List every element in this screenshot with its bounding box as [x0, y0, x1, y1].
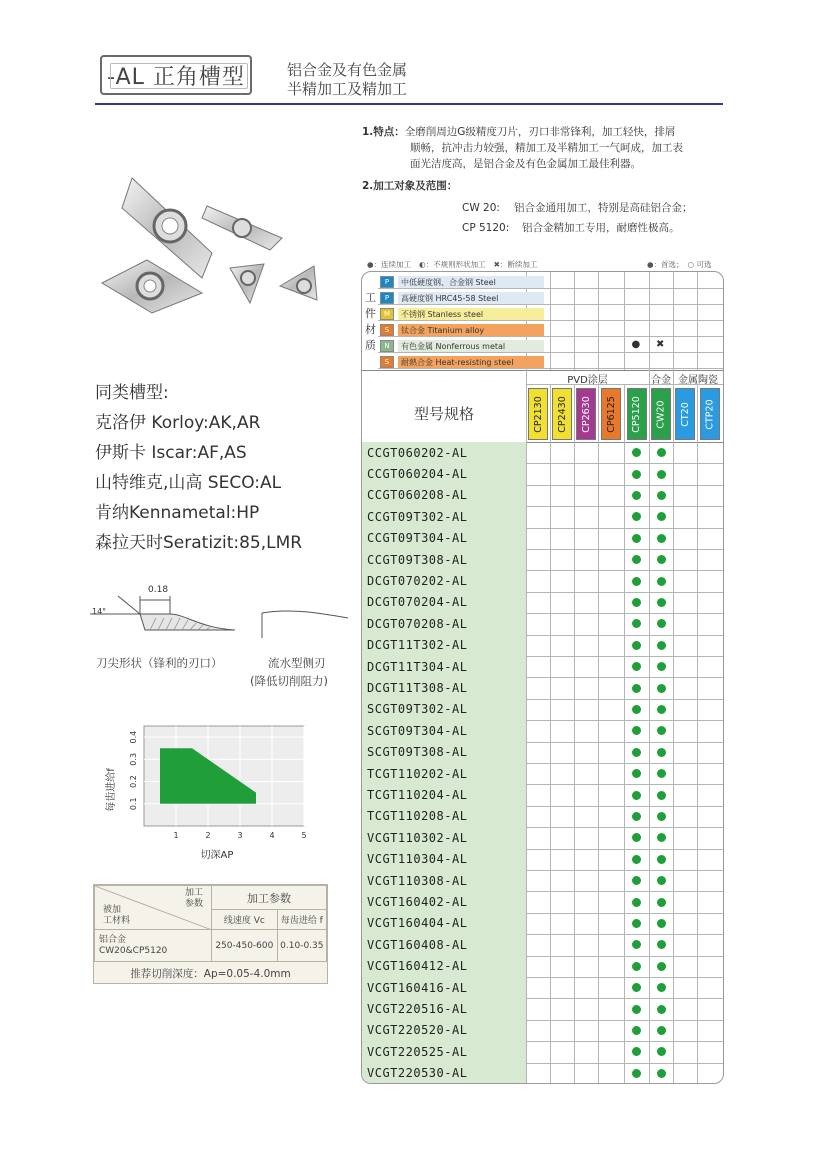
group-alloy: 合金	[651, 375, 671, 386]
x-tick: 4	[269, 831, 275, 840]
y-tick: 0.3	[129, 752, 138, 766]
grade-col-label: CP5120	[631, 395, 643, 433]
grid-vline	[550, 272, 551, 370]
availability-dot	[632, 705, 641, 714]
availability-dot	[657, 855, 666, 864]
insert-triangle-2	[280, 266, 317, 300]
flow-side-edge-profile	[262, 611, 348, 638]
grade-col-label: CT20	[679, 401, 691, 427]
availability-dot	[657, 512, 666, 521]
material-code-badge: P	[380, 292, 394, 304]
model-row-label: CCGT09T304-AL	[362, 528, 526, 549]
model-row-label: CCGT09T308-AL	[362, 549, 526, 570]
y-axis-label: 每齿进给f	[106, 768, 117, 812]
grid-vline	[649, 370, 650, 1084]
grid-vline	[574, 384, 575, 1084]
grade-col-label: CP2130	[532, 395, 544, 433]
availability-dot	[632, 1069, 641, 1078]
material-row	[378, 339, 544, 353]
similar-item-iscar: 伊斯卡 Iscar:AF,AS	[95, 443, 247, 463]
model-row-label: CCGT060202-AL	[362, 442, 526, 463]
availability-dot	[632, 769, 641, 778]
feature-1-label: 1.特点：	[362, 126, 405, 138]
feature-1-text-b: 顺畅，抗冲击力较强，精加工及半精加工一气呵成，加工表	[410, 142, 683, 154]
availability-dot	[657, 534, 666, 543]
availability-dot	[657, 876, 666, 885]
grid-vline	[649, 272, 650, 370]
availability-dot	[657, 662, 666, 671]
model-header: 型号规格	[413, 404, 474, 423]
x-tick: 2	[205, 831, 211, 840]
availability-dot	[657, 1005, 666, 1014]
grid-vline	[598, 272, 599, 370]
edge-caption-left: 刀尖形状（锋利的刃口）	[96, 656, 223, 670]
availability-dot	[657, 898, 666, 907]
availability-dot	[632, 598, 641, 607]
params-corner-bottom: 被加 工材料	[103, 905, 131, 926]
material-code-badge: N	[380, 340, 394, 352]
material-side-char: 材	[365, 323, 376, 336]
legend-continuous: ●：连续加工	[367, 260, 412, 269]
params-col-vc: 线速度 Vc	[212, 910, 278, 930]
x-tick: 3	[237, 831, 243, 840]
model-row-label: VCGT160416-AL	[362, 977, 526, 998]
model-row-label: VCGT220530-AL	[362, 1063, 526, 1084]
availability-dot	[632, 919, 641, 928]
similar-heading: 同类槽型:	[95, 383, 169, 403]
model-row-label: VCGT220525-AL	[362, 1041, 526, 1062]
availability-dot	[632, 512, 641, 521]
availability-dot	[632, 1026, 641, 1035]
availability-dot	[632, 855, 641, 864]
insert-rhombic-large	[122, 178, 212, 278]
grid-vline	[526, 272, 527, 1084]
availability-dot	[657, 470, 666, 479]
model-row-label: TCGT110204-AL	[362, 784, 526, 805]
model-row-label: SCGT09T304-AL	[362, 720, 526, 741]
model-row-label: VCGT220520-AL	[362, 1020, 526, 1041]
availability-dot	[632, 876, 641, 885]
availability-dot	[632, 555, 641, 564]
model-row-label: VCGT110302-AL	[362, 827, 526, 848]
legend-irregular: ◐：不规则形状加工	[419, 260, 486, 269]
availability-dot	[657, 684, 666, 693]
y-tick: 0.2	[129, 775, 138, 788]
feature-2-label: 2.加工对象及范围：	[362, 180, 458, 192]
legend-left	[367, 259, 537, 270]
model-row-label: VCGT160404-AL	[362, 913, 526, 934]
grade-selection-grid	[361, 271, 724, 1084]
availability-dot	[657, 919, 666, 928]
availability-dot	[632, 940, 641, 949]
edge-caption-right-2: (降低切削阻力)	[250, 674, 328, 688]
page-title: -AL 正角槽型	[100, 55, 252, 95]
grade-col-label: CW20	[655, 399, 667, 429]
availability-dot	[657, 769, 666, 778]
grid-vline	[550, 384, 551, 1084]
availability-dot	[657, 598, 666, 607]
availability-dot	[632, 534, 641, 543]
insert-triangle-1	[230, 264, 264, 303]
feature-1-text-a: 全磨削周边G级精度刀片，刃口非常锋利，加工轻快，排屑	[404, 126, 676, 138]
availability-dot	[632, 448, 641, 457]
grade-col-ctp20	[700, 388, 720, 440]
availability-dot	[632, 983, 641, 992]
similar-item-seco: 山特维克,山高 SECO:AL	[95, 473, 282, 493]
insert-rhombic-small	[202, 206, 282, 250]
model-row-label: DCGT070204-AL	[362, 592, 526, 613]
availability-dot	[632, 898, 641, 907]
nonferrous-mark: ●	[631, 339, 641, 350]
availability-dot	[632, 1005, 641, 1014]
legend-first-choice: ●：首选；	[647, 260, 684, 269]
y-tick: 0.1	[129, 797, 138, 811]
model-row-label: VCGT160408-AL	[362, 934, 526, 955]
cp5120-label: CP 5120:	[462, 222, 510, 234]
insert-square	[102, 260, 202, 313]
availability-dot	[632, 791, 641, 800]
model-row-label: VCGT110308-AL	[362, 870, 526, 891]
params-footer: 推荐切削深度：Ap=0.05-4.0mm	[130, 967, 291, 980]
edge-dim-label: 0.18	[148, 585, 169, 595]
params-vc-value: 250-450-600	[212, 930, 278, 962]
model-row-label: DCGT070202-AL	[362, 570, 526, 591]
inserts-photo	[92, 168, 332, 328]
availability-dot	[632, 662, 641, 671]
grade-col-cp2430	[552, 388, 572, 440]
material-row	[378, 275, 544, 289]
y-tick-labels	[129, 731, 138, 810]
params-corner-cell	[95, 886, 212, 930]
subtitle-operations: 半精加工及精加工	[287, 80, 408, 98]
model-row-label: CCGT09T302-AL	[362, 506, 526, 527]
params-f-value: 0.10-0.35	[277, 930, 326, 962]
model-row-label: VCGT110304-AL	[362, 849, 526, 870]
availability-dot	[657, 940, 666, 949]
availability-dot	[657, 491, 666, 500]
grade-col-label: CP2630	[580, 395, 592, 433]
availability-dot	[657, 1026, 666, 1035]
availability-dot	[657, 812, 666, 821]
availability-dot	[657, 641, 666, 650]
cutting-params-table	[93, 884, 328, 984]
material-code-badge: M	[380, 308, 394, 320]
model-row-label: DCGT11T304-AL	[362, 656, 526, 677]
model-row-label: SCGT09T302-AL	[362, 699, 526, 720]
x-tick: 5	[301, 831, 307, 840]
availability-dot	[657, 726, 666, 735]
edge-diagrams	[90, 578, 350, 648]
material-side-char: 质	[365, 339, 376, 352]
edge-angle-label: 14°	[92, 607, 107, 616]
model-row-label: TCGT110202-AL	[362, 763, 526, 784]
availability-dot	[657, 1047, 666, 1056]
features-block	[362, 124, 693, 236]
availability-dot	[657, 983, 666, 992]
availability-dot	[632, 748, 641, 757]
similar-item-kennametal: 肯纳Kennametal:HP	[95, 503, 260, 523]
grid-vline	[598, 384, 599, 1084]
similar-item-korloy: 克洛伊 Korloy:AK,AR	[95, 413, 261, 433]
legend-interrupted: ✖：断续加工	[493, 260, 538, 269]
x-tick: 1	[173, 831, 179, 840]
grid-vline	[697, 384, 698, 1084]
availability-dot	[632, 684, 641, 693]
grade-col-cp5120	[627, 388, 647, 440]
legend-right	[647, 259, 711, 270]
availability-dot	[657, 962, 666, 971]
availability-dot	[657, 1069, 666, 1078]
material-row	[378, 355, 544, 369]
cw20-text: 铝合金通用加工，特别是高硅铝合金；	[514, 202, 693, 214]
material-row	[378, 323, 544, 337]
grade-col-cp2630	[576, 388, 596, 440]
availability-dot	[657, 619, 666, 628]
group-cermet: 金属陶瓷	[678, 375, 718, 386]
availability-dot	[657, 833, 666, 842]
availability-dot	[632, 470, 641, 479]
grade-col-label: CP6125	[605, 395, 617, 433]
cutting-edge-profile	[90, 596, 235, 630]
model-row-label: DCGT070208-AL	[362, 613, 526, 634]
header-rule	[95, 103, 723, 105]
feature-1-text-c: 面光洁度高，是铝合金及有色金属加工最佳利器。	[410, 158, 641, 170]
availability-dot	[657, 705, 666, 714]
params-material: 铝合金 CW20&CP5120	[95, 930, 212, 962]
model-row-label: VCGT160402-AL	[362, 891, 526, 912]
grid-vline	[673, 370, 674, 1084]
legend-optional: ○ 可选	[687, 260, 712, 269]
availability-dot	[657, 555, 666, 564]
model-row-label: CCGT060204-AL	[362, 463, 526, 484]
grade-col-cw20	[651, 388, 671, 440]
material-name: 中低硬度钢、合金钢 Steel	[398, 276, 544, 288]
availability-dot	[657, 448, 666, 457]
availability-dot	[632, 962, 641, 971]
subtitle-materials: 铝合金及有色金属	[287, 61, 408, 79]
material-code-badge: S	[380, 356, 394, 368]
material-row	[378, 291, 544, 305]
material-name: 不锈钢 Stanless steel	[398, 308, 544, 320]
material-side-char: 工	[365, 291, 376, 304]
material-name: 有色金属 Nonferrous metal	[398, 340, 544, 352]
material-name: 钛合金 Titanium alloy	[398, 324, 544, 336]
grid-vline	[574, 272, 575, 370]
availability-dot	[632, 619, 641, 628]
params-corner-top: 加工 参数	[184, 888, 203, 909]
nonferrous-mark: ✖	[656, 339, 665, 350]
x-tick-labels	[173, 831, 306, 840]
model-row-label: TCGT110208-AL	[362, 806, 526, 827]
availability-dot	[632, 833, 641, 842]
material-side-char: 件	[365, 307, 376, 320]
grade-col-cp2130	[528, 388, 548, 440]
grade-col-ct20	[675, 388, 695, 440]
edge-caption-right-1: 流水型侧刃	[268, 656, 326, 670]
material-code-badge: P	[380, 276, 394, 288]
availability-dot	[632, 491, 641, 500]
grade-col-label: CTP20	[704, 398, 716, 430]
model-row-label: CCGT060208-AL	[362, 485, 526, 506]
availability-dot	[632, 577, 641, 586]
grid-vline	[697, 272, 698, 370]
material-code-badge: S	[380, 324, 394, 336]
availability-dot	[657, 577, 666, 586]
model-row-label: DCGT11T302-AL	[362, 635, 526, 656]
material-side-label	[365, 290, 377, 354]
material-row	[378, 307, 544, 321]
model-row-label: SCGT09T308-AL	[362, 742, 526, 763]
model-row-label: VCGT160412-AL	[362, 956, 526, 977]
availability-dot	[657, 748, 666, 757]
availability-dot	[632, 1047, 641, 1056]
material-name: 高硬度钢 HRC45-58 Steel	[398, 292, 544, 304]
availability-dot	[632, 641, 641, 650]
grade-col-cp6125	[601, 388, 621, 440]
model-row-label: DCGT11T308-AL	[362, 677, 526, 698]
y-tick: 0.4	[129, 730, 138, 744]
group-pvd: PVD涂层	[567, 375, 608, 386]
params-col-f: 每齿进给 f	[277, 910, 326, 930]
cw20-label: CW 20:	[462, 202, 500, 214]
grid-vline	[673, 272, 674, 370]
x-axis-label: 切深AP	[200, 850, 234, 861]
availability-dot	[632, 726, 641, 735]
feed-depth-chart	[92, 718, 332, 868]
grade-col-label: CP2430	[556, 395, 568, 433]
grid-vline	[624, 272, 625, 370]
cp5120-text: 铝合金精加工专用，耐磨性极高。	[522, 222, 680, 234]
similar-item-ceratizit: 森拉天时Seratizit:85,LMR	[95, 533, 303, 553]
availability-dot	[657, 791, 666, 800]
params-group-header: 加工参数	[212, 886, 327, 910]
availability-dot	[632, 812, 641, 821]
grid-vline	[624, 384, 625, 1084]
model-row-label: VCGT220516-AL	[362, 998, 526, 1019]
material-name: 耐熱合金 Heat-resisting steel	[398, 356, 544, 368]
